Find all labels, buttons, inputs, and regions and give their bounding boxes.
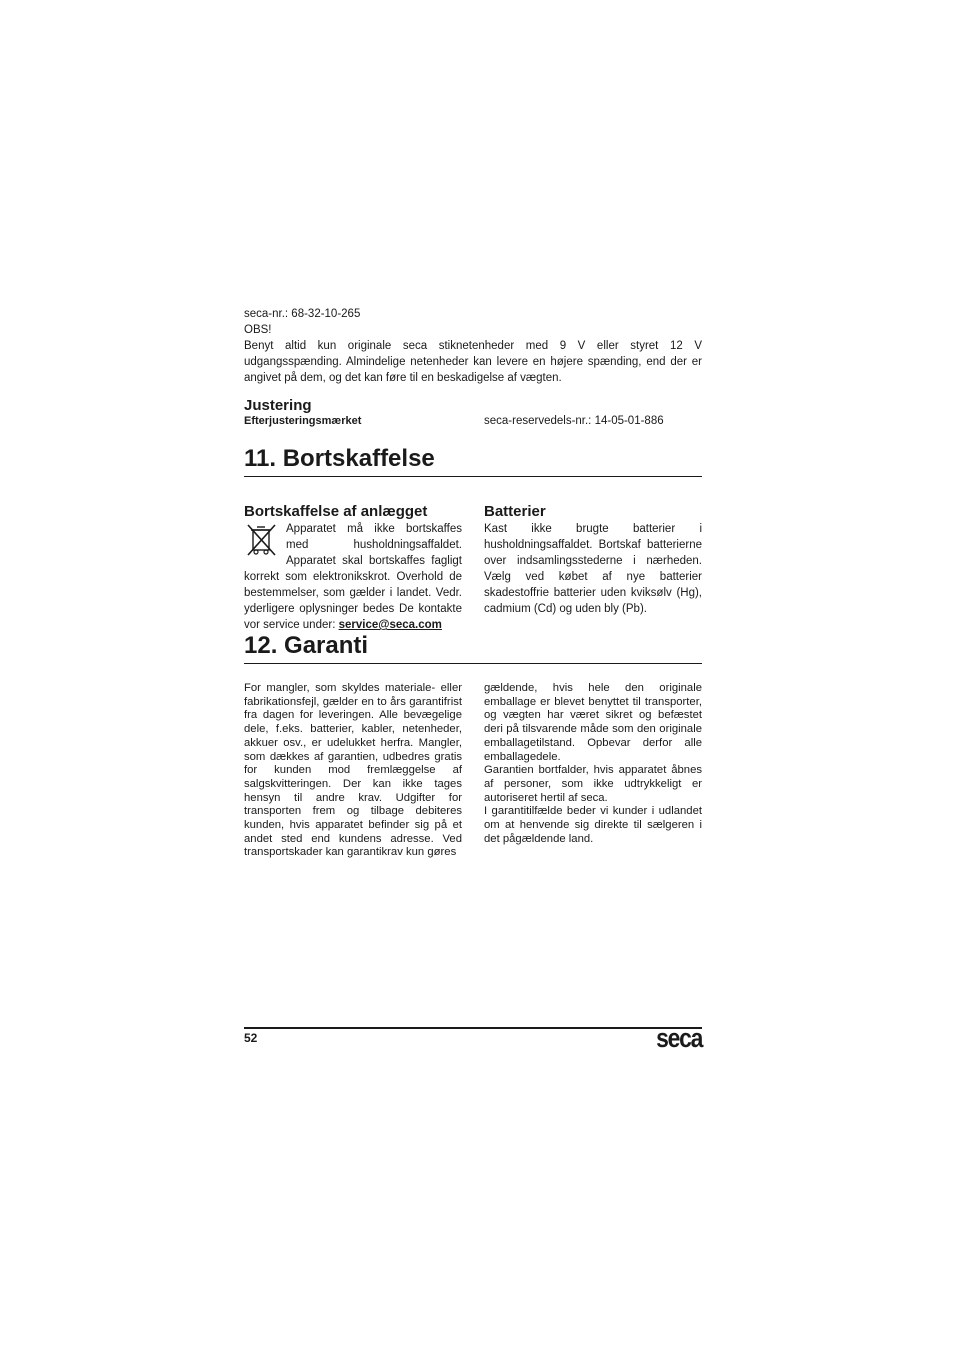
justering-part-number: seca-reservedels-nr.: 14-05-01-886 — [484, 415, 664, 427]
section-12-title: 12. Garanti — [244, 632, 369, 659]
crossed-out-wheelie-bin-icon — [244, 522, 280, 558]
batteries-column — [484, 503, 702, 633]
section-12-columns — [244, 682, 702, 860]
justering-block — [244, 397, 702, 427]
notice-text: Benyt altid kun originale seca stiknetenheder med 9 V eller styret 12 V udgangsspænding. Almindelige netenheder kan levere en højere spænding, end der er angivet på dem, og det kan føre til en beskadigelse af vægten. — [244, 340, 702, 384]
service-email-link[interactable]: service@seca.com — [338, 619, 442, 631]
page-number: 52 — [244, 1031, 258, 1045]
disposal-heading: Bortskaffelse af anlægget — [244, 503, 428, 520]
disposal-column — [244, 503, 462, 633]
part-number: seca-nr.: 68-32-10-265 — [244, 308, 361, 320]
brand-logo: seca — [656, 1023, 702, 1053]
section-11-columns — [244, 503, 702, 633]
warranty-column-2 — [484, 682, 702, 860]
warranty-column-1 — [244, 682, 462, 860]
justering-heading: Justering — [244, 397, 312, 414]
disposal-text: Apparatet må ikke bortskaffes med husholdningsaffaldet. Apparatet skal bortskaffes fagligt korrekt som elektronikskrot. Overhold de bestemmelser, som gælder i landet. Vedr. yderligere oplysninger bedes De kontakte vor service under: — [244, 523, 462, 631]
intro-block — [244, 306, 702, 386]
section-11-title: 11. Bortskaffelse — [244, 445, 435, 472]
batteries-text: Kast ikke brugte batterier i husholdningsaffaldet. Bortskaf batterierne over indsamlingsstederne i nærheden. Vælg ved købet af nye batterier skadestoffrie batterier uden kviksølv (Hg), cadmium (Cd) og uden bly (Pb). — [484, 523, 702, 615]
notice-label: OBS! — [244, 324, 272, 336]
section-12-rule — [244, 663, 702, 664]
section-11 — [244, 444, 702, 477]
warranty-text-2b: Garantien bortfalder, hvis apparatet åbnes af personer, som ikke udtrykkeligt er autoriseret hertil af seca. — [484, 764, 702, 804]
warranty-text-1: For mangler, som skyldes materiale- eller fabrikationsfejl, gælder en to års garantifrist fra dagen for leveringen. Alle bevægelige dele, f.eks. batterier, kabler, netenheder, akkuer osv., er udelukket herfra. Mangler, som dækkes af garantien, udbedres gratis for kunden mod fremlæggelse af salgskvitteringen. Der kan ikke tages hensyn til andre krav. Udgifter for transporten frem og tilbage debiteres kunden, hvis apparatet befinder sig på et andet sted end kundens adresse. Ved transportskader kan garantikrav kun gøres — [244, 682, 462, 859]
warranty-text-2a: gældende, hvis hele den originale emballage er blevet benyttet til transporter, og vægten har været sikret og befæstet deri på tilsvarende måde som den originale emballagetilstand. Opbevar derfor alle emballagedele. — [484, 682, 702, 763]
section-11-rule — [244, 476, 702, 477]
section-12 — [244, 631, 702, 664]
batteries-heading: Batterier — [484, 503, 546, 520]
footer-rule — [244, 1027, 702, 1029]
justering-label: Efterjusteringsmærket — [244, 415, 362, 427]
warranty-text-2c: I garantitilfælde beder vi kunder i udlandet om at henvende sig direkte til sælgeren i det pågældende land. — [484, 805, 702, 845]
